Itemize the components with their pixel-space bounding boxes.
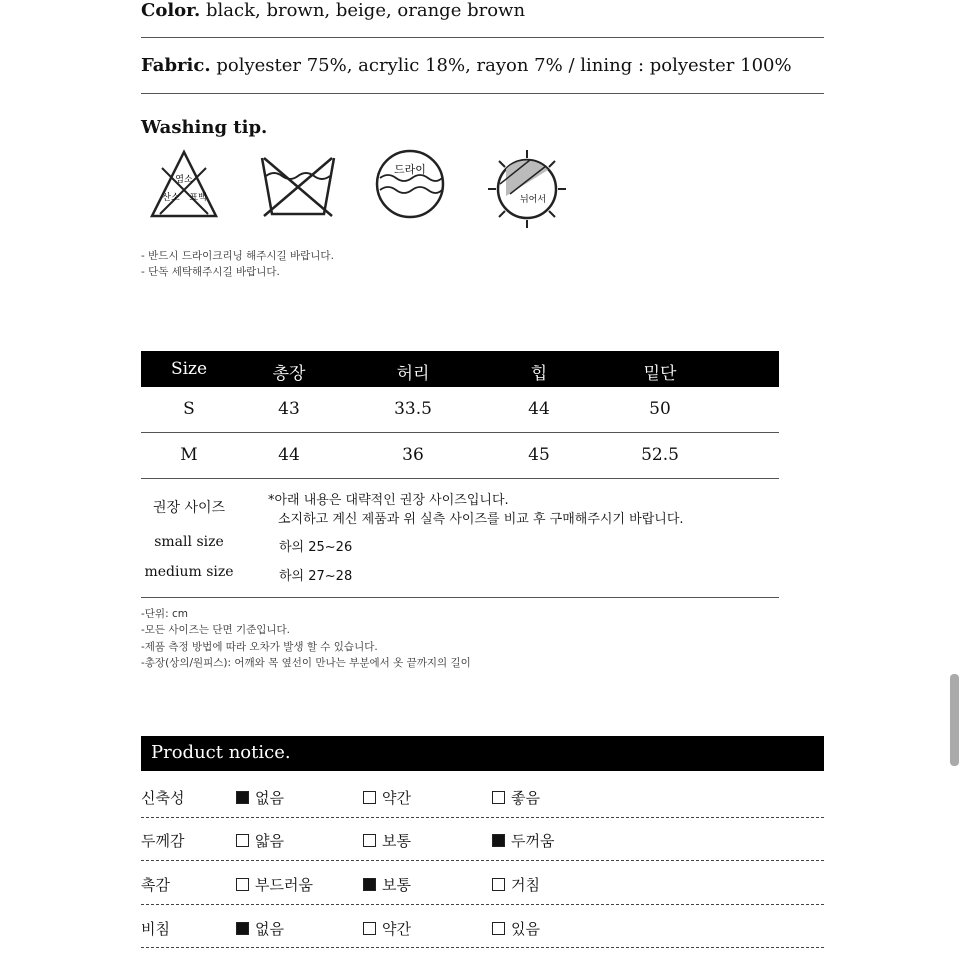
product-notice-title: Product notice. (151, 742, 291, 763)
scrollbar[interactable] (950, 674, 959, 766)
svg-text:표백: 표백 (189, 193, 207, 203)
size-note: -모든 사이즈는 단면 기준입니다. (141, 624, 290, 636)
checked-box-icon (492, 834, 505, 847)
header-cell: Size (170, 359, 208, 379)
notice-option: 있음 (492, 918, 540, 939)
dashed-divider (141, 817, 824, 818)
checkbox-icon (363, 791, 376, 804)
notice-row-stretch (141, 787, 824, 831)
washing-tip: - 단독 세탁해주시길 바랍니다. (141, 266, 280, 278)
notice-row-thickness (141, 830, 824, 874)
table-cell: 45 (528, 445, 550, 465)
notice-row-sheerness (141, 918, 824, 962)
notice-label: 비침 (141, 920, 170, 938)
table-cell: 33.5 (394, 399, 432, 419)
fabric-label: Fabric. (141, 55, 211, 76)
notice-option: 얇음 (236, 830, 284, 851)
checkbox-icon (492, 922, 505, 935)
notice-option: 약간 (363, 918, 411, 939)
recommend-note: 소지하고 계신 제품과 위 실측 사이즈를 비교 후 구매해주시기 바랍니다. (278, 512, 684, 527)
no-wash-icon (258, 148, 338, 220)
header-cell: 힙 (530, 364, 548, 384)
product-notice-header (141, 736, 824, 771)
notice-option: 거침 (492, 874, 540, 895)
checked-box-icon (363, 878, 376, 891)
notice-label: 두께감 (141, 832, 185, 850)
color-label: Color. (141, 0, 201, 21)
table-cell: 52.5 (641, 445, 679, 465)
checkbox-icon (236, 834, 249, 847)
table-cell: 44 (278, 445, 300, 465)
table-row (141, 433, 779, 479)
header-cell: 밑단 (643, 364, 677, 384)
notice-option: 없음 (236, 787, 284, 808)
recommended-size (141, 479, 779, 598)
header-cell: 허리 (396, 364, 430, 384)
table-cell: M (180, 445, 198, 465)
washing-tip: - 반드시 드라이크리닝 해주시길 바랍니다. (141, 250, 334, 262)
notice-option: 보통 (363, 830, 411, 851)
dashed-divider (141, 860, 824, 861)
medium-size-label: medium size (144, 564, 234, 580)
shade-dry-icon (486, 148, 568, 230)
size-note: -총장(상의/원피스): 어깨와 목 옆선이 만나는 부분에서 옷 끝까지의 길이 (141, 657, 471, 669)
dashed-divider (141, 947, 824, 948)
size-table-header (141, 351, 779, 387)
notice-option: 좋음 (492, 787, 540, 808)
notice-option: 보통 (363, 874, 411, 895)
notice-option: 두꺼움 (492, 830, 554, 851)
svg-text:염소: 염소 (175, 175, 193, 185)
table-cell: 50 (649, 399, 671, 419)
checked-box-icon (236, 922, 249, 935)
header-cell: 총장 (272, 364, 306, 384)
notice-option: 부드러움 (236, 874, 313, 895)
svg-text:드라이: 드라이 (394, 163, 426, 176)
size-note: -제품 측정 방법에 따라 오차가 발생 할 수 있습니다. (141, 641, 378, 653)
recommend-label: 권장 사이즈 (152, 500, 226, 516)
washing-title: Washing tip. (141, 117, 268, 138)
small-size-label: small size (154, 534, 224, 550)
size-note: -단위: cm (141, 608, 188, 620)
table-cell: 36 (402, 445, 424, 465)
checkbox-icon (492, 791, 505, 804)
recommend-note: *아래 내용은 대략적인 권장 사이즈입니다. (268, 493, 509, 508)
checkbox-icon (363, 922, 376, 935)
size-table (141, 351, 779, 598)
checkbox-icon (363, 834, 376, 847)
table-row (141, 387, 779, 433)
table-cell: 43 (278, 399, 300, 419)
table-cell: S (183, 399, 195, 419)
table-cell: 44 (528, 399, 550, 419)
notice-row-texture (141, 874, 824, 918)
fabric-value: polyester 75%, acrylic 18%, rayon 7% / lining : polyester 100% (216, 55, 792, 76)
divider (141, 37, 824, 38)
fabric-spec (141, 55, 792, 76)
dashed-divider (141, 904, 824, 905)
small-size-value: 하의 25~26 (279, 540, 353, 555)
divider (141, 93, 824, 94)
no-bleach-icon (148, 148, 220, 220)
checkbox-icon (236, 878, 249, 891)
notice-label: 촉감 (141, 876, 170, 894)
checkbox-icon (492, 878, 505, 891)
svg-text:뉘어서: 뉘어서 (519, 195, 547, 205)
color-spec (141, 0, 525, 21)
color-value: black, brown, beige, orange brown (206, 0, 526, 21)
notice-label: 신축성 (141, 789, 185, 807)
notice-option: 약간 (363, 787, 411, 808)
medium-size-value: 하의 27~28 (279, 569, 353, 584)
svg-text:산소: 산소 (162, 193, 180, 203)
dry-clean-icon (374, 148, 446, 220)
checked-box-icon (236, 791, 249, 804)
notice-option: 없음 (236, 918, 284, 939)
